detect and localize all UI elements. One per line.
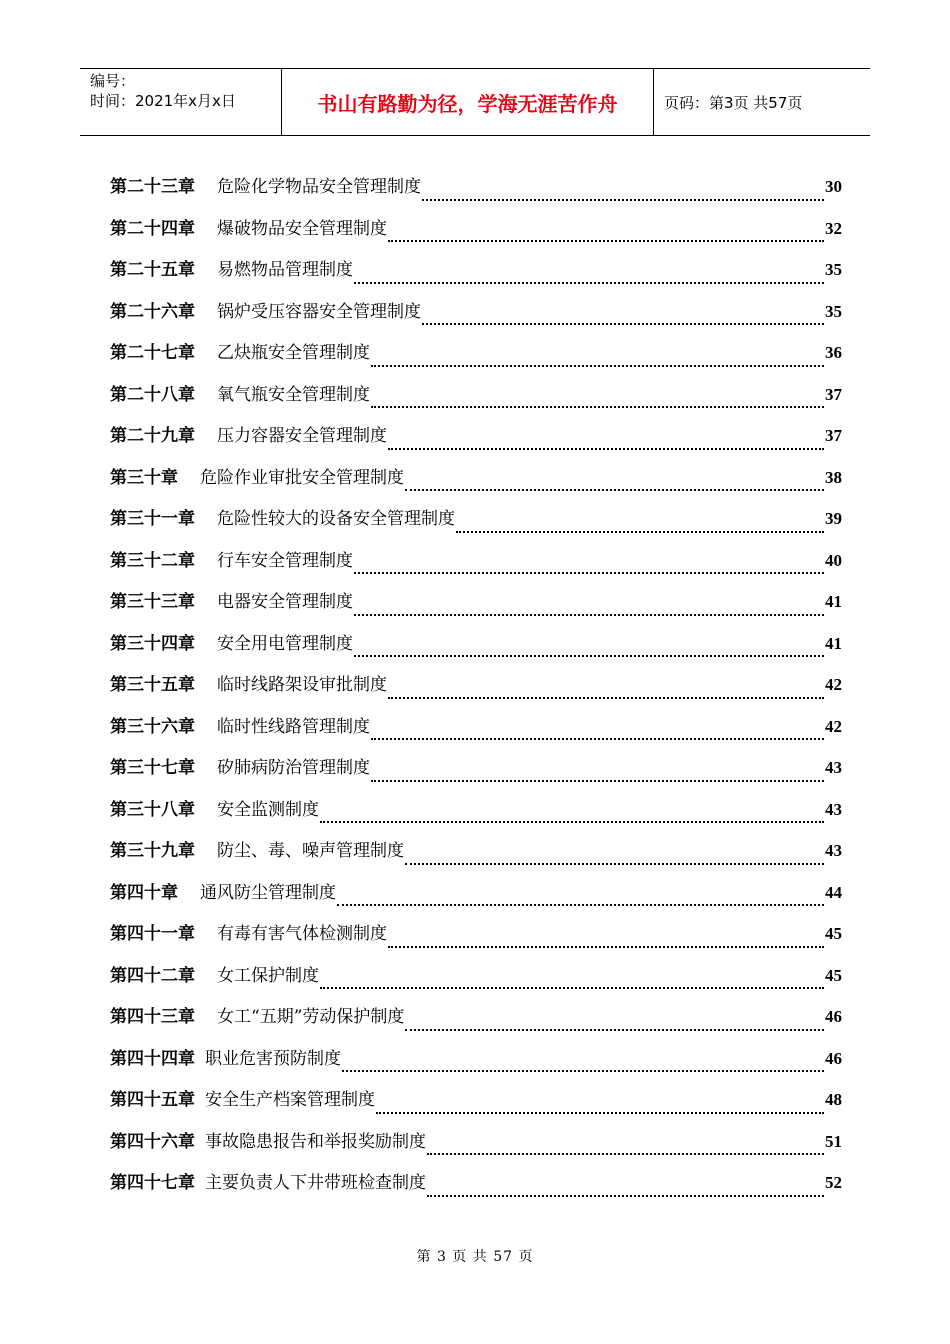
code-label: 编号： (90, 72, 136, 90)
toc-title: 矽肺病防治管理制度 (217, 758, 370, 778)
toc-leader-dots (354, 268, 824, 284)
toc-chapter: 第二十四章 (110, 218, 195, 239)
toc-chapter: 第三十五章 (110, 675, 195, 695)
toc-leader-dots (388, 932, 824, 948)
time-label: 时间：2021年x月x日 (90, 92, 236, 110)
toc-entry[interactable] (110, 872, 842, 914)
toc-chapter: 第三十一章 (110, 509, 195, 529)
toc-entry[interactable] (110, 830, 842, 872)
toc-leader-dots (422, 185, 824, 201)
toc-entry[interactable] (110, 664, 842, 706)
toc-chapter: 第二十三章 (110, 177, 195, 197)
toc-title: 行车安全管理制度 (217, 550, 353, 571)
toc-chapter: 第四十四章 (110, 1048, 195, 1069)
toc-page-number: 48 (825, 1090, 842, 1109)
toc-leader-dots (320, 973, 824, 989)
toc-chapter: 第二十六章 (110, 301, 195, 322)
toc-page-number: 43 (825, 758, 842, 777)
toc-chapter: 第四十五章 (110, 1090, 195, 1110)
toc-page-number: 37 (825, 426, 842, 445)
toc-chapter: 第四十二章 (110, 965, 195, 986)
toc-title: 易燃物品管理制度 (217, 260, 353, 280)
toc-leader-dots (337, 890, 824, 906)
toc-leader-dots (427, 1139, 824, 1155)
toc-entry[interactable] (110, 706, 842, 748)
header-page-label: 页码：第3页 共57页 (664, 93, 803, 112)
toc-title: 女工“五期”劳动保护制度 (217, 1007, 405, 1027)
toc-page-number: 39 (825, 509, 842, 528)
toc-title: 女工保护制度 (217, 965, 319, 986)
toc-page-number: 38 (825, 467, 842, 487)
toc-leader-dots (388, 683, 824, 699)
toc-leader-dots (320, 807, 824, 823)
toc-entry[interactable] (110, 166, 842, 208)
toc-chapter: 第三十二章 (110, 550, 195, 571)
toc-page-number: 35 (825, 301, 842, 321)
toc-page-number: 37 (825, 384, 842, 404)
toc-chapter: 第四十章 (110, 882, 178, 903)
toc-chapter: 第四十七章 (110, 1173, 195, 1193)
toc-entry[interactable] (110, 789, 842, 831)
toc-leader-dots (354, 558, 824, 574)
toc-leader-dots (388, 434, 824, 450)
toc-leader-dots (354, 641, 824, 657)
toc-chapter: 第四十三章 (110, 1007, 195, 1027)
toc-page-number: 41 (825, 633, 842, 653)
toc-title: 危险作业审批安全管理制度 (200, 467, 404, 488)
toc-page-number: 52 (825, 1173, 842, 1192)
toc-entry[interactable] (110, 332, 842, 374)
toc-chapter: 第三十八章 (110, 799, 195, 820)
toc-page-number: 35 (825, 260, 842, 279)
toc-leader-dots (354, 600, 824, 616)
toc-page-number: 45 (825, 965, 842, 985)
toc-page-number: 43 (825, 799, 842, 819)
toc-chapter: 第三十四章 (110, 633, 195, 654)
toc-entry[interactable] (110, 623, 842, 665)
toc-page-number: 45 (825, 924, 842, 943)
toc-entry[interactable] (110, 457, 842, 499)
toc-title: 锅炉受压容器安全管理制度 (217, 301, 421, 322)
toc-entry[interactable] (110, 996, 842, 1038)
toc-chapter: 第四十六章 (110, 1131, 195, 1152)
header-motto: 书山有路勤为径，学海无涯苦作舟 (282, 69, 654, 135)
toc-entry[interactable] (110, 1038, 842, 1080)
toc-title: 氧气瓶安全管理制度 (217, 384, 370, 405)
toc-entry[interactable] (110, 747, 842, 789)
toc-title: 安全监测制度 (217, 799, 319, 820)
toc-entry[interactable] (110, 249, 842, 291)
toc-chapter: 第三十章 (110, 467, 178, 488)
toc-entry[interactable] (110, 581, 842, 623)
toc-page-number: 46 (825, 1048, 842, 1068)
toc-page-number: 41 (825, 592, 842, 611)
toc-leader-dots (427, 1181, 824, 1197)
toc-page-number: 44 (825, 882, 842, 902)
toc-title: 危险化学物品安全管理制度 (217, 177, 421, 197)
toc-entry[interactable] (110, 1121, 842, 1163)
toc-chapter: 第三十九章 (110, 841, 195, 861)
toc-chapter: 第二十五章 (110, 260, 195, 280)
toc-leader-dots (371, 766, 824, 782)
toc-page-number: 46 (825, 1007, 842, 1026)
toc-leader-dots (405, 1015, 824, 1031)
toc-entry[interactable] (110, 540, 842, 582)
toc-title: 防尘、毒、噪声管理制度 (217, 841, 404, 861)
toc-leader-dots (422, 309, 824, 325)
toc-leader-dots (371, 724, 824, 740)
toc-entry[interactable] (110, 913, 842, 955)
toc-chapter: 第二十八章 (110, 384, 195, 405)
toc-title: 安全用电管理制度 (217, 633, 353, 654)
toc-leader-dots (388, 226, 824, 242)
toc-entry[interactable] (110, 415, 842, 457)
toc-chapter: 第四十一章 (110, 924, 195, 944)
toc-page-number: 36 (825, 343, 842, 362)
page-footer: 第 3 页 共 57 页 (416, 1249, 534, 1265)
toc-title: 有毒有害气体检测制度 (217, 924, 387, 944)
toc-chapter: 第二十九章 (110, 426, 195, 446)
page-header (80, 68, 870, 136)
toc-title: 临时线路架设审批制度 (217, 675, 387, 695)
toc-chapter: 第三十六章 (110, 716, 195, 737)
toc-page-number: 32 (825, 218, 842, 238)
toc-chapter: 第二十七章 (110, 343, 195, 363)
toc-leader-dots (342, 1056, 824, 1072)
toc-title: 爆破物品安全管理制度 (217, 218, 387, 239)
toc-leader-dots (371, 392, 824, 408)
toc-page-number: 30 (825, 177, 842, 196)
toc-page-number: 51 (825, 1131, 842, 1151)
toc-entry[interactable] (110, 1079, 842, 1121)
toc-title: 压力容器安全管理制度 (217, 426, 387, 446)
toc-title: 安全生产档案管理制度 (205, 1090, 375, 1110)
toc-title: 临时性线路管理制度 (217, 716, 370, 737)
toc-entry[interactable] (110, 208, 842, 250)
toc-entry[interactable] (110, 498, 842, 540)
toc-title: 乙炔瓶安全管理制度 (217, 343, 370, 363)
toc-page-number: 42 (825, 675, 842, 694)
toc-title: 职业危害预防制度 (205, 1048, 341, 1069)
toc-page-number: 42 (825, 716, 842, 736)
toc-page-number: 43 (825, 841, 842, 860)
toc-title: 通风防尘管理制度 (200, 882, 336, 903)
toc-chapter: 第三十七章 (110, 758, 195, 778)
toc-title: 危险性较大的设备安全管理制度 (217, 509, 455, 529)
toc-entry[interactable] (110, 955, 842, 997)
table-of-contents (110, 166, 842, 1204)
toc-title: 电器安全管理制度 (217, 592, 353, 612)
toc-leader-dots (456, 517, 824, 533)
toc-leader-dots (371, 351, 824, 367)
header-meta (80, 69, 282, 135)
toc-leader-dots (405, 475, 824, 491)
toc-title: 主要负责人下井带班检查制度 (205, 1173, 426, 1193)
toc-leader-dots (405, 849, 824, 865)
toc-entry[interactable] (110, 291, 842, 333)
toc-chapter: 第三十三章 (110, 592, 195, 612)
toc-entry[interactable] (110, 1162, 842, 1204)
toc-leader-dots (376, 1098, 824, 1114)
toc-title: 事故隐患报告和举报奖励制度 (205, 1131, 426, 1152)
toc-entry[interactable] (110, 374, 842, 416)
toc-page-number: 40 (825, 550, 842, 570)
